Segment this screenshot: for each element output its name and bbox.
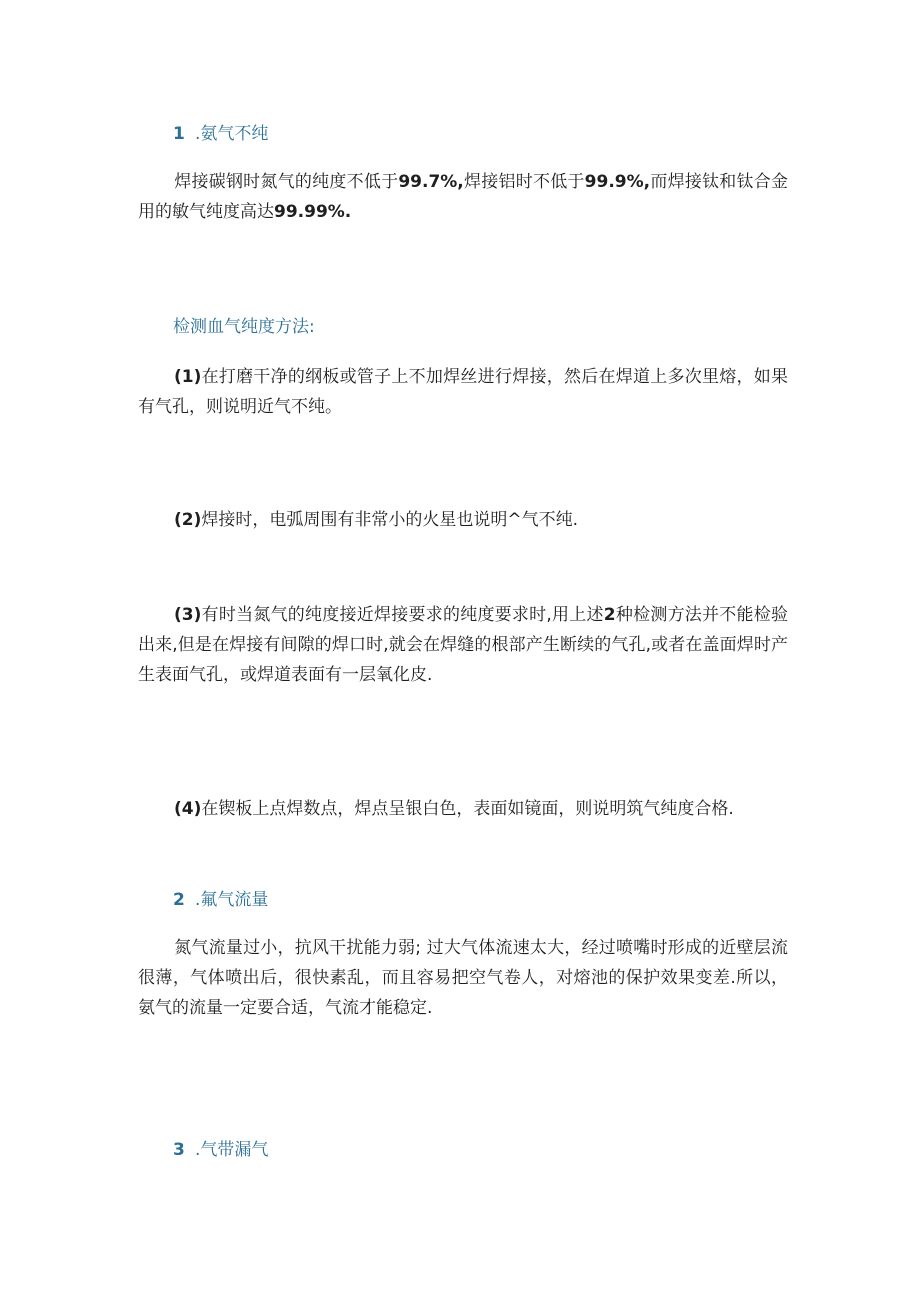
item-number: (2) — [174, 510, 202, 530]
item-text: 在打磨干净的纲板或管子上不加焊丝进行焊接，然后在焊道上多次里熔，如果有气孔，则说明近气不纯。 — [138, 367, 788, 417]
section-title: .氟气流量 — [195, 890, 269, 910]
paragraph-argon-purity — [138, 167, 788, 227]
inline-number: 2 — [603, 605, 616, 625]
section-number: 1 — [173, 124, 185, 144]
section-title: .氨气不纯 — [195, 124, 269, 144]
value-99-7: 99.7%, — [398, 172, 464, 192]
method-item-1 — [138, 362, 788, 422]
item-text: 焊接时，电弧周围有非常小的火星也说明^气不纯. — [201, 510, 579, 530]
paragraph-text: 氮气流量过小，抗风干扰能力弱; 过大气体流速太大，经过喷嘴时形成的近壁层流很薄，气体喷出后，很快素乱，而且容易把空气卷人，对熔池的保护效果变差.所以，氨气的流量一定要合适，气流才能稳定. — [138, 938, 788, 1018]
method-item-3 — [138, 600, 788, 690]
item-number: (4) — [174, 799, 202, 819]
value-99-99: 99.99%. — [274, 202, 352, 222]
method-item-2 — [138, 505, 788, 535]
section-heading-1 — [173, 123, 268, 145]
method-item-4 — [138, 794, 788, 824]
item-text: 种检测方法并不能检验出来,但是在焊接有间隙的焊口时,就会在焊缝的根部产生断续的气孔,或者在盖面焊时产生表面气孔，或焊道表面有一层氧化皮. — [138, 605, 789, 685]
text-run: 焊接铝时不低于 — [463, 172, 585, 192]
value-99-9: 99.9%, — [584, 172, 651, 192]
text-run: 焊接碳钢时氮气的纯度不低于 — [174, 172, 399, 192]
section-title: .气带漏气 — [195, 1140, 269, 1160]
item-number: (3) — [174, 605, 202, 625]
item-number: (1) — [174, 367, 202, 387]
methods-heading-text: 检测血气纯度方法: — [173, 317, 315, 337]
paragraph-gas-flow — [138, 933, 788, 1023]
item-text: 在锲板上点焊数点，焊点呈银白色，表面如镜面，则说明筑气纯度合格. — [201, 799, 734, 819]
methods-heading — [173, 316, 315, 338]
section-heading-2 — [173, 889, 268, 911]
item-text: 有时当氮气的纯度接近焊接要求的纯度要求时,用上述 — [201, 605, 604, 625]
text-run: 而焊接钛和钛合金用的敏气纯度高达 — [138, 172, 789, 222]
section-number: 3 — [173, 1140, 185, 1160]
section-number: 2 — [173, 890, 185, 910]
section-heading-3 — [173, 1139, 268, 1161]
